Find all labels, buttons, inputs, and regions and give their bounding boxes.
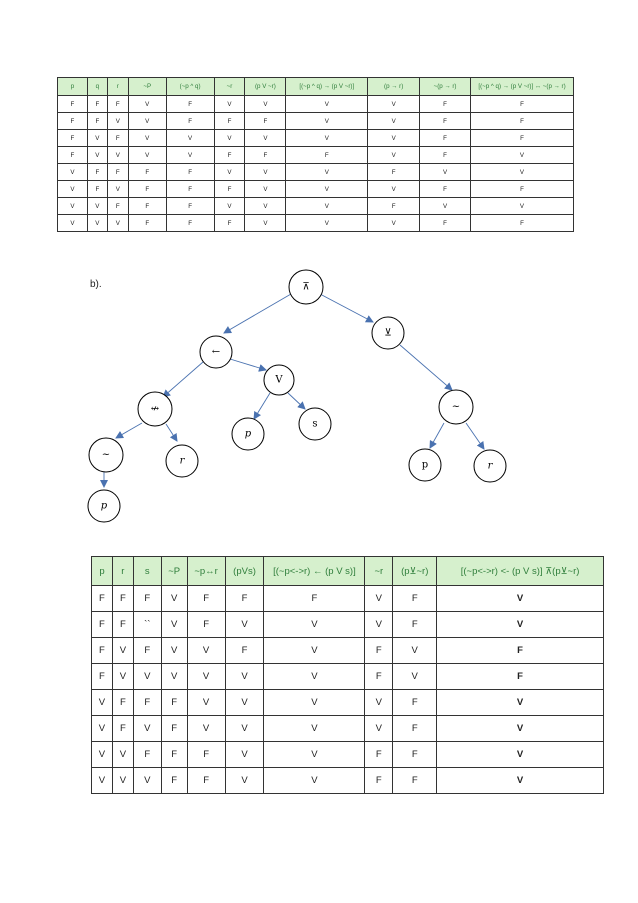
table-cell: V — [225, 612, 264, 638]
table-cell: V — [437, 586, 604, 612]
table-cell: `` — [133, 612, 161, 638]
table-cell: V — [225, 768, 264, 794]
table-cell: V — [92, 690, 113, 716]
table-cell: F — [92, 638, 113, 664]
column-header: p — [92, 557, 113, 586]
table-cell: V — [214, 130, 245, 147]
table-cell: F — [58, 130, 88, 147]
column-header: [(~p<->r) ← (p V s)] — [264, 557, 365, 586]
table-cell: V — [286, 215, 368, 232]
table-cell: F — [420, 181, 471, 198]
table-cell: F — [187, 742, 225, 768]
table-cell: F — [225, 586, 264, 612]
node-label: ~ — [101, 449, 111, 461]
table-cell: V — [128, 96, 166, 113]
tree-edge — [163, 362, 203, 397]
table-cell: V — [437, 768, 604, 794]
table-cell: F — [420, 96, 471, 113]
table-cell: V — [225, 716, 264, 742]
table-cell: F — [471, 130, 574, 147]
table-cell: F — [365, 664, 393, 690]
table-cell: F — [161, 716, 187, 742]
table-cell: F — [471, 181, 574, 198]
table-cell: V — [420, 164, 471, 181]
column-header: p — [58, 78, 88, 96]
table-cell: V — [245, 198, 286, 215]
table-cell: F — [87, 113, 107, 130]
table-row — [92, 690, 604, 716]
table-cell: F — [128, 215, 166, 232]
table-cell: F — [437, 638, 604, 664]
column-header: q — [87, 78, 107, 96]
table-cell: F — [166, 113, 214, 130]
table-cell: V — [286, 113, 368, 130]
table-cell: V — [214, 198, 245, 215]
tree-node-s — [299, 408, 331, 440]
table-cell: V — [166, 147, 214, 164]
table-cell: V — [161, 638, 187, 664]
table-cell: F — [187, 768, 225, 794]
node-label: ← — [211, 346, 221, 358]
tree-node-larrow — [200, 336, 232, 368]
table-cell: F — [187, 612, 225, 638]
tree-edge — [224, 294, 291, 333]
column-header: ~r — [365, 557, 393, 586]
node-label: ⊻ — [384, 327, 392, 339]
table-cell: V — [437, 742, 604, 768]
table-cell: V — [187, 664, 225, 690]
table-cell: V — [214, 164, 245, 181]
node-label: ↮ — [150, 403, 160, 415]
table-cell: F — [161, 690, 187, 716]
node-label: p — [100, 500, 108, 512]
table-cell: V — [437, 690, 604, 716]
table-cell: F — [128, 198, 166, 215]
column-header: [(~p<->r) <- (p V s)] ⊼(p⊻~r) — [437, 557, 604, 586]
column-header: (p → r) — [368, 78, 420, 96]
table-cell: V — [112, 742, 133, 768]
column-header: [(~p ^ q) → (p V ~r)] ↔ ~(p → r) — [471, 78, 574, 96]
node-label: p — [421, 459, 429, 471]
column-header: [(~p ^ q) → (p V ~r)] — [286, 78, 368, 96]
table-cell: F — [112, 586, 133, 612]
table-row — [92, 716, 604, 742]
node-label: r — [487, 460, 493, 472]
tree-node-r-left — [166, 445, 198, 477]
table-cell: V — [87, 130, 107, 147]
table-cell: F — [420, 215, 471, 232]
table-cell: F — [133, 742, 161, 768]
table-cell: V — [187, 638, 225, 664]
node-label: ~ — [451, 401, 461, 413]
truth-table-b — [91, 556, 604, 794]
table-cell: V — [87, 147, 107, 164]
table-cell: F — [245, 113, 286, 130]
table-cell: F — [92, 586, 113, 612]
table-row — [92, 586, 604, 612]
node-label: ⊼ — [302, 281, 310, 293]
table-cell: V — [87, 198, 107, 215]
column-header: (~p ^ q) — [166, 78, 214, 96]
tree-edge — [254, 393, 270, 419]
tree-edge — [430, 423, 444, 448]
table-cell: V — [368, 147, 420, 164]
table-cell: F — [368, 198, 420, 215]
table-cell: V — [58, 215, 88, 232]
table-cell: F — [161, 768, 187, 794]
tree-edge — [400, 345, 452, 390]
table-cell: V — [214, 96, 245, 113]
table-cell: V — [286, 96, 368, 113]
table-cell: V — [245, 215, 286, 232]
node-label: s — [312, 418, 318, 430]
table-cell: V — [128, 113, 166, 130]
table-cell: V — [368, 96, 420, 113]
table-cell: F — [128, 181, 166, 198]
table-cell: V — [264, 716, 365, 742]
table-cell: F — [107, 164, 128, 181]
table-cell: V — [225, 742, 264, 768]
table-cell: F — [133, 638, 161, 664]
column-header: (pVs) — [225, 557, 264, 586]
table-cell: V — [58, 164, 88, 181]
table-cell: F — [112, 690, 133, 716]
table-cell: F — [107, 130, 128, 147]
table-cell: V — [58, 181, 88, 198]
tree-edge — [320, 294, 373, 322]
table-cell: V — [245, 130, 286, 147]
table-cell: F — [166, 198, 214, 215]
table-cell: F — [393, 612, 437, 638]
table-cell: F — [214, 147, 245, 164]
table-cell: F — [92, 664, 113, 690]
column-header: ~(p → r) — [420, 78, 471, 96]
table-cell: V — [264, 768, 365, 794]
node-label: V — [275, 374, 283, 386]
table-cell: V — [393, 664, 437, 690]
table-cell: V — [187, 716, 225, 742]
table-row — [92, 612, 604, 638]
tree-edge — [230, 359, 266, 370]
table-cell: V — [92, 742, 113, 768]
table-cell: V — [368, 113, 420, 130]
column-header: r — [107, 78, 128, 96]
table-cell: F — [214, 215, 245, 232]
section-b-label: b). — [90, 279, 102, 290]
column-header: s — [133, 557, 161, 586]
table-cell: V — [133, 716, 161, 742]
node-label: p — [244, 428, 252, 440]
table-cell: V — [112, 768, 133, 794]
tree-node-root — [289, 270, 323, 304]
table-cell: V — [161, 612, 187, 638]
table-cell: V — [92, 768, 113, 794]
table-cell: F — [166, 164, 214, 181]
table-cell: F — [365, 742, 393, 768]
tree-node-vee — [264, 365, 294, 395]
table-cell: V — [112, 638, 133, 664]
table-cell: F — [471, 215, 574, 232]
tree-node-biimp — [138, 392, 172, 426]
column-header: (p⊻~r) — [393, 557, 437, 586]
table-cell: F — [225, 638, 264, 664]
table-cell: F — [393, 768, 437, 794]
tree-node-xor — [372, 317, 404, 349]
table-cell: V — [286, 198, 368, 215]
table-cell: F — [393, 716, 437, 742]
table-cell: V — [87, 215, 107, 232]
table-cell: V — [133, 768, 161, 794]
tree-edge — [288, 393, 305, 409]
table-cell: F — [166, 181, 214, 198]
tree-edge — [166, 424, 177, 441]
table-cell: V — [225, 664, 264, 690]
table-cell: F — [214, 181, 245, 198]
table-cell: V — [471, 164, 574, 181]
table-cell: V — [107, 147, 128, 164]
table-cell: F — [286, 147, 368, 164]
column-header: ~P — [161, 557, 187, 586]
column-header: ~p↔r — [187, 557, 225, 586]
node-label: r — [179, 455, 185, 467]
tree-edge — [466, 423, 484, 449]
table-cell: F — [471, 96, 574, 113]
table-cell: V — [437, 612, 604, 638]
table-cell: F — [365, 638, 393, 664]
table-cell: V — [368, 181, 420, 198]
tree-edge — [116, 423, 142, 438]
table-row — [92, 768, 604, 794]
table-cell: V — [107, 215, 128, 232]
tree-node-p-right — [409, 449, 441, 481]
tree-node-tilde-right — [439, 390, 473, 424]
table-cell: F — [187, 586, 225, 612]
table-cell: F — [161, 742, 187, 768]
table-cell: F — [245, 147, 286, 164]
table-cell: F — [107, 198, 128, 215]
table-cell: F — [437, 664, 604, 690]
table-cell: F — [87, 181, 107, 198]
table-cell: F — [133, 690, 161, 716]
table-cell: V — [365, 690, 393, 716]
table-cell: V — [264, 690, 365, 716]
table-cell: F — [393, 742, 437, 768]
table-cell: F — [92, 612, 113, 638]
table-cell: V — [112, 664, 133, 690]
table-cell: F — [133, 586, 161, 612]
table-cell: V — [420, 198, 471, 215]
table-cell: V — [471, 198, 574, 215]
column-header: ~r — [214, 78, 245, 96]
table-cell: F — [420, 147, 471, 164]
tree-node-tilde-left — [89, 438, 123, 472]
table-cell: F — [393, 690, 437, 716]
table-cell: V — [225, 690, 264, 716]
table-cell: V — [128, 130, 166, 147]
table-cell: V — [107, 113, 128, 130]
table-cell: F — [107, 96, 128, 113]
table-cell: V — [107, 181, 128, 198]
table-cell: F — [87, 164, 107, 181]
table-cell: V — [133, 664, 161, 690]
table-cell: V — [245, 164, 286, 181]
table-cell: F — [166, 215, 214, 232]
table-cell: V — [471, 147, 574, 164]
table-cell: F — [420, 113, 471, 130]
table-row — [92, 664, 604, 690]
column-header: ~P — [128, 78, 166, 96]
table-cell: F — [112, 716, 133, 742]
table-cell: V — [187, 690, 225, 716]
column-header: (p V ~r) — [245, 78, 286, 96]
column-header: r — [112, 557, 133, 586]
table-cell: F — [128, 164, 166, 181]
table-cell: F — [365, 768, 393, 794]
table-cell: V — [264, 638, 365, 664]
table-cell: F — [393, 586, 437, 612]
table-cell: F — [214, 113, 245, 130]
table-cell: V — [437, 716, 604, 742]
table-cell: V — [58, 198, 88, 215]
table-cell: V — [368, 130, 420, 147]
table-cell: V — [286, 130, 368, 147]
table-row — [92, 638, 604, 664]
table-row — [92, 742, 604, 768]
table-cell: F — [420, 130, 471, 147]
table-cell: V — [166, 130, 214, 147]
table-cell: F — [58, 147, 88, 164]
table-cell: F — [471, 113, 574, 130]
table-header-row — [92, 557, 604, 586]
table-cell: V — [365, 716, 393, 742]
tree-node-r-right — [474, 450, 506, 482]
table-cell: F — [58, 113, 88, 130]
table-cell: V — [128, 147, 166, 164]
table-cell: V — [245, 181, 286, 198]
table-cell: V — [161, 664, 187, 690]
table-cell: V — [393, 638, 437, 664]
table-cell: F — [112, 612, 133, 638]
table-cell: V — [92, 716, 113, 742]
table-cell: V — [264, 664, 365, 690]
table-cell: F — [58, 96, 88, 113]
table-cell: F — [87, 96, 107, 113]
tree-node-p-bottom — [88, 490, 120, 522]
table-cell: F — [264, 586, 365, 612]
table-cell: V — [286, 181, 368, 198]
table-cell: F — [166, 96, 214, 113]
table-cell: V — [365, 586, 393, 612]
table-cell: V — [245, 96, 286, 113]
table-cell: V — [286, 164, 368, 181]
table-cell: V — [365, 612, 393, 638]
table-cell: F — [368, 164, 420, 181]
tree-node-p-mid — [232, 418, 264, 450]
table-cell: V — [368, 215, 420, 232]
table-cell: V — [264, 742, 365, 768]
table-cell: V — [161, 586, 187, 612]
table-cell: V — [264, 612, 365, 638]
